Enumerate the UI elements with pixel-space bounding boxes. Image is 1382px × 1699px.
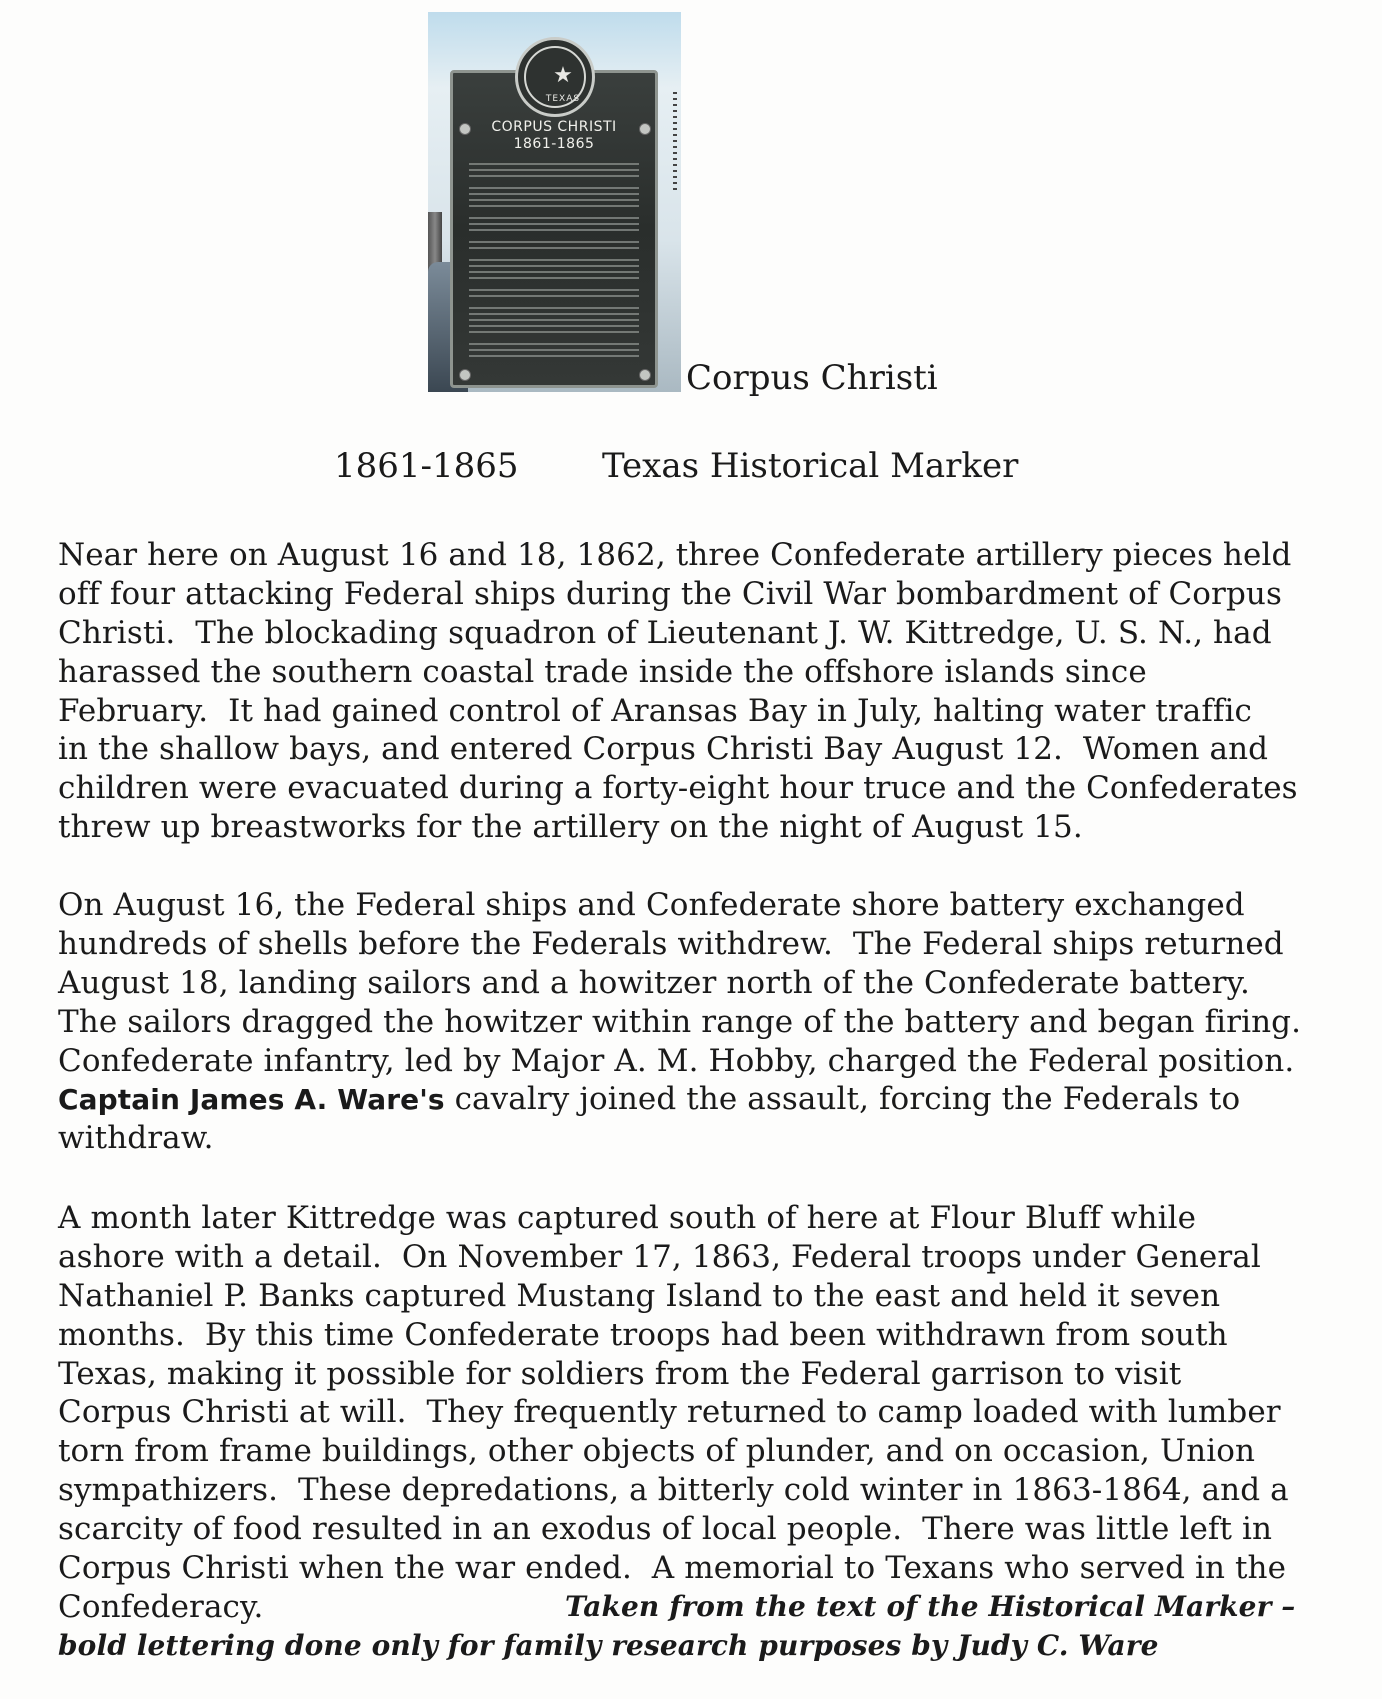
plaque-title-line1: CORPUS CHRISTI	[491, 119, 617, 135]
heading-years: 1861-1865	[334, 446, 519, 486]
text-line: August 18, landing sailors and a howitzer north of the Confederate battery.	[58, 964, 1250, 1001]
marker-plaque	[450, 63, 658, 388]
bold-name: Captain James A. Ware's	[58, 1083, 445, 1117]
text-line: ashore with a detail. On November 17, 1863, Federal troops under General	[58, 1238, 1261, 1275]
text-fragment: cavalry joined the assault, forcing the Federals to	[444, 1081, 1241, 1118]
plaque-bolt	[459, 369, 471, 381]
text-line: in the shallow bays, and entered Corpus Christi Bay August 12. Women and	[58, 731, 1269, 768]
paragraph-2	[58, 886, 1358, 1158]
text-line: harassed the southern coastal trade inside the offshore islands since	[58, 653, 1147, 690]
text-line: torn from frame buildings, other objects of plunder, and on occasion, Union	[58, 1433, 1256, 1470]
text-line-with-credit	[58, 1588, 1358, 1627]
text-line: withdraw.	[58, 1120, 214, 1157]
texas-seal-icon	[515, 37, 595, 117]
plaque-title-line2: 1861-1865	[513, 136, 595, 152]
seal-text: TEXAS	[545, 94, 581, 104]
text-line: children were evacuated during a forty-eight hour truce and the Confederates	[58, 770, 1298, 807]
text-line: On August 16, the Federal ships and Confederate shore battery exchanged	[58, 887, 1245, 923]
paragraph-1	[58, 536, 1358, 847]
heading-subtitle: Texas Historical Marker	[602, 446, 1019, 486]
paragraph-3	[58, 1199, 1358, 1666]
text-line: Corpus Christi when the war ended. A memorial to Texans who served in the	[58, 1550, 1287, 1587]
text-line: Corpus Christi at will. They frequently returned to camp loaded with lumber	[58, 1394, 1281, 1431]
text-fragment: Confederacy.	[58, 1588, 264, 1625]
text-line: Confederate infantry, led by Major A. M. Hobby, charged the Federal position.	[58, 1042, 1295, 1079]
text-line: A month later Kittredge was captured south of here at Flour Bluff while	[58, 1200, 1197, 1236]
text-line: Texas, making it possible for soldiers from the Federal garrison to visit	[58, 1355, 1182, 1392]
seal-ring	[524, 46, 586, 108]
text-line: off four attacking Federal ships during the Civil War bombardment of Corpus	[58, 575, 1282, 612]
plaque-bolt	[459, 123, 471, 135]
plaque-bolt	[639, 123, 651, 135]
star-icon: ★	[553, 63, 573, 88]
background-ruler	[673, 92, 677, 192]
text-line: sympathizers. These depredations, a bitterly cold winter in 1863-1864, and a	[58, 1472, 1289, 1509]
plaque-text-lines	[469, 163, 639, 363]
text-line: Nathaniel P. Banks captured Mustang Island to the east and held it seven	[58, 1277, 1221, 1314]
page-title: Corpus Christi	[686, 358, 938, 398]
text-line: hundreds of shells before the Federals withdrew. The Federal ships returned	[58, 925, 1284, 962]
historical-marker-photo	[428, 12, 681, 392]
text-line: The sailors dragged the howitzer within range of the battery and began firing.	[58, 1003, 1302, 1040]
plaque-title	[453, 119, 655, 153]
plaque-bolt	[639, 369, 651, 381]
text-line: Near here on August 16 and 18, 1862, three Confederate artillery pieces held	[58, 537, 1292, 573]
text-line-with-bold-name	[58, 1080, 1358, 1119]
credit-line-2: bold lettering done only for family research purposes by Judy C. Ware	[58, 1628, 1159, 1662]
text-line: scarcity of food resulted in an exodus of local people. There was little left in	[58, 1511, 1273, 1548]
credit-line-1: Taken from the text of the Historical Marker –	[565, 1589, 1296, 1623]
text-line: months. By this time Confederate troops had been withdrawn from south	[58, 1316, 1228, 1353]
text-line: Christi. The blockading squadron of Lieutenant J. W. Kittredge, U. S. N., had	[58, 614, 1272, 651]
text-line: February. It had gained control of Aransas Bay in July, halting water traffic	[58, 692, 1252, 729]
text-line: threw up breastworks for the artillery on the night of August 15.	[58, 809, 1083, 846]
